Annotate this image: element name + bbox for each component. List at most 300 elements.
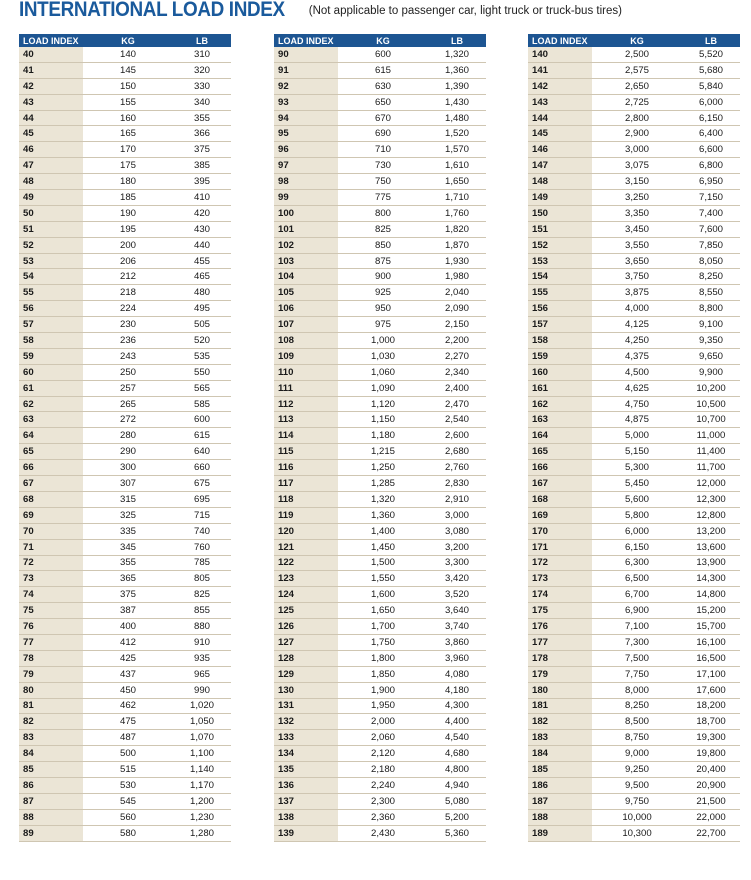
kg-cell: 5,450 (592, 476, 682, 492)
kg-cell: 2,650 (592, 78, 682, 94)
kg-cell: 3,000 (592, 142, 682, 158)
table-row (274, 476, 486, 492)
table-row (528, 523, 740, 539)
table-row (19, 762, 231, 778)
load-index-cell: 160 (528, 364, 592, 380)
load-index-cell: 115 (274, 444, 338, 460)
header-kg: KG (338, 34, 428, 47)
table-row (274, 809, 486, 825)
load-index-cell: 47 (19, 158, 83, 174)
load-index-cell: 181 (528, 698, 592, 714)
lb-cell: 495 (173, 301, 231, 317)
lb-cell: 15,200 (682, 603, 740, 619)
kg-cell: 280 (83, 428, 173, 444)
kg-cell: 5,300 (592, 460, 682, 476)
table-row (274, 507, 486, 523)
kg-cell: 4,125 (592, 317, 682, 333)
load-index-cell: 149 (528, 190, 592, 206)
kg-cell: 145 (83, 62, 173, 78)
load-index-cell: 133 (274, 730, 338, 746)
kg-cell: 1,900 (338, 682, 428, 698)
load-index-cell: 86 (19, 777, 83, 793)
kg-cell: 9,500 (592, 777, 682, 793)
table-row (528, 333, 740, 349)
load-index-cell: 79 (19, 666, 83, 682)
table-row (528, 444, 740, 460)
load-index-cell: 40 (19, 47, 83, 62)
kg-cell: 315 (83, 491, 173, 507)
table-row (19, 444, 231, 460)
kg-cell: 3,350 (592, 205, 682, 221)
lb-cell: 2,340 (428, 364, 486, 380)
load-index-cell: 114 (274, 428, 338, 444)
load-index-cell: 129 (274, 666, 338, 682)
table-row (19, 412, 231, 428)
page-title: INTERNATIONAL LOAD INDEX (19, 0, 285, 21)
kg-cell: 800 (338, 205, 428, 221)
lb-cell: 8,550 (682, 285, 740, 301)
lb-cell: 10,200 (682, 380, 740, 396)
kg-cell: 3,750 (592, 269, 682, 285)
lb-cell: 13,900 (682, 555, 740, 571)
table-row (274, 555, 486, 571)
lb-cell: 19,800 (682, 746, 740, 762)
lb-cell: 3,080 (428, 523, 486, 539)
lb-cell: 2,200 (428, 333, 486, 349)
kg-cell: 5,800 (592, 507, 682, 523)
kg-cell: 437 (83, 666, 173, 682)
load-index-cell: 43 (19, 94, 83, 110)
table-row (19, 348, 231, 364)
lb-cell: 5,520 (682, 47, 740, 62)
lb-cell: 5,200 (428, 809, 486, 825)
lb-cell: 20,400 (682, 762, 740, 778)
load-index-cell: 165 (528, 444, 592, 460)
kg-cell: 515 (83, 762, 173, 778)
load-index-cell: 108 (274, 333, 338, 349)
lb-cell: 1,170 (173, 777, 231, 793)
table-row (274, 587, 486, 603)
load-index-cell: 138 (274, 809, 338, 825)
kg-cell: 230 (83, 317, 173, 333)
load-index-cell: 80 (19, 682, 83, 698)
load-index-cell: 42 (19, 78, 83, 94)
load-index-cell: 61 (19, 380, 83, 396)
kg-cell: 3,250 (592, 190, 682, 206)
load-index-cell: 107 (274, 317, 338, 333)
table-row (274, 62, 486, 78)
lb-cell: 3,200 (428, 539, 486, 555)
kg-cell: 6,150 (592, 539, 682, 555)
lb-cell: 465 (173, 269, 231, 285)
load-index-cell: 176 (528, 619, 592, 635)
kg-cell: 670 (338, 110, 428, 126)
table-row (528, 698, 740, 714)
lb-cell: 1,980 (428, 269, 486, 285)
lb-cell: 5,360 (428, 825, 486, 841)
kg-cell: 272 (83, 412, 173, 428)
kg-cell: 218 (83, 285, 173, 301)
kg-cell: 236 (83, 333, 173, 349)
load-index-cell: 91 (274, 62, 338, 78)
kg-cell: 475 (83, 714, 173, 730)
load-index-cell: 186 (528, 777, 592, 793)
kg-cell: 1,400 (338, 523, 428, 539)
lb-cell: 12,800 (682, 507, 740, 523)
kg-cell: 975 (338, 317, 428, 333)
lb-cell: 22,700 (682, 825, 740, 841)
table-row (274, 285, 486, 301)
load-index-cell: 170 (528, 523, 592, 539)
lb-cell: 1,020 (173, 698, 231, 714)
load-index-cell: 183 (528, 730, 592, 746)
lb-cell: 1,710 (428, 190, 486, 206)
load-index-cell: 179 (528, 666, 592, 682)
kg-cell: 560 (83, 809, 173, 825)
lb-cell: 9,650 (682, 348, 740, 364)
load-index-cell: 145 (528, 126, 592, 142)
kg-cell: 1,320 (338, 491, 428, 507)
table-header-row (274, 34, 486, 47)
load-index-cell: 110 (274, 364, 338, 380)
kg-cell: 325 (83, 507, 173, 523)
load-index-cell: 140 (528, 47, 592, 62)
kg-cell: 1,120 (338, 396, 428, 412)
lb-cell: 695 (173, 491, 231, 507)
lb-cell: 4,680 (428, 746, 486, 762)
load-index-cell: 65 (19, 444, 83, 460)
table-row (274, 571, 486, 587)
kg-cell: 3,650 (592, 253, 682, 269)
table-row (274, 126, 486, 142)
load-index-cell: 67 (19, 476, 83, 492)
load-index-cell: 178 (528, 650, 592, 666)
lb-cell: 17,600 (682, 682, 740, 698)
load-index-cell: 111 (274, 380, 338, 396)
table-row (19, 317, 231, 333)
table-row (19, 428, 231, 444)
table-row (528, 571, 740, 587)
table-row (274, 762, 486, 778)
header-load-index: LOAD INDEX (274, 34, 338, 47)
table-row (19, 190, 231, 206)
lb-cell: 4,940 (428, 777, 486, 793)
table-row (528, 746, 740, 762)
load-index-cell: 78 (19, 650, 83, 666)
load-index-cell: 97 (274, 158, 338, 174)
lb-cell: 2,040 (428, 285, 486, 301)
table-row (528, 348, 740, 364)
lb-cell: 440 (173, 237, 231, 253)
kg-cell: 3,075 (592, 158, 682, 174)
kg-cell: 690 (338, 126, 428, 142)
kg-cell: 155 (83, 94, 173, 110)
kg-cell: 4,875 (592, 412, 682, 428)
table-row (19, 777, 231, 793)
lb-cell: 2,470 (428, 396, 486, 412)
load-index-cell: 88 (19, 809, 83, 825)
kg-cell: 300 (83, 460, 173, 476)
table-row (19, 380, 231, 396)
table-row (19, 571, 231, 587)
lb-cell: 1,820 (428, 221, 486, 237)
kg-cell: 257 (83, 380, 173, 396)
lb-cell: 1,430 (428, 94, 486, 110)
lb-cell: 4,080 (428, 666, 486, 682)
lb-cell: 8,050 (682, 253, 740, 269)
load-index-cell: 83 (19, 730, 83, 746)
table-row (19, 333, 231, 349)
header-load-index: LOAD INDEX (528, 34, 592, 47)
table-row (274, 47, 486, 62)
load-index-cell: 171 (528, 539, 592, 555)
load-index-cell: 169 (528, 507, 592, 523)
table-row (274, 793, 486, 809)
load-index-cell: 101 (274, 221, 338, 237)
table-row (19, 174, 231, 190)
load-index-cell: 99 (274, 190, 338, 206)
kg-cell: 7,500 (592, 650, 682, 666)
load-index-cell: 52 (19, 237, 83, 253)
kg-cell: 140 (83, 47, 173, 62)
kg-cell: 1,030 (338, 348, 428, 364)
table-row (19, 301, 231, 317)
table-row (19, 158, 231, 174)
header-kg: KG (592, 34, 682, 47)
table-row (274, 269, 486, 285)
table-row (274, 666, 486, 682)
lb-cell: 5,080 (428, 793, 486, 809)
table-row (19, 746, 231, 762)
kg-cell: 2,725 (592, 94, 682, 110)
load-index-cell: 105 (274, 285, 338, 301)
table-row (274, 539, 486, 555)
kg-cell: 7,750 (592, 666, 682, 682)
table-row (274, 460, 486, 476)
load-index-cell: 75 (19, 603, 83, 619)
lb-cell: 2,270 (428, 348, 486, 364)
kg-cell: 160 (83, 110, 173, 126)
lb-cell: 13,600 (682, 539, 740, 555)
load-index-cell: 63 (19, 412, 83, 428)
load-index-cell: 144 (528, 110, 592, 126)
kg-cell: 265 (83, 396, 173, 412)
lb-cell: 12,000 (682, 476, 740, 492)
table-row (528, 539, 740, 555)
kg-cell: 450 (83, 682, 173, 698)
table-row (19, 94, 231, 110)
lb-cell: 1,930 (428, 253, 486, 269)
lb-cell: 2,400 (428, 380, 486, 396)
load-index-cell: 158 (528, 333, 592, 349)
kg-cell: 850 (338, 237, 428, 253)
table-row (274, 333, 486, 349)
table-row (19, 491, 231, 507)
lb-cell: 740 (173, 523, 231, 539)
table-row (528, 126, 740, 142)
kg-cell: 4,375 (592, 348, 682, 364)
kg-cell: 190 (83, 205, 173, 221)
table-row (274, 94, 486, 110)
table-row (274, 634, 486, 650)
load-index-cell: 143 (528, 94, 592, 110)
kg-cell: 425 (83, 650, 173, 666)
table-row (274, 428, 486, 444)
load-index-cell: 44 (19, 110, 83, 126)
table-row (274, 237, 486, 253)
table-row (528, 47, 740, 62)
load-index-cell: 135 (274, 762, 338, 778)
load-index-cell: 177 (528, 634, 592, 650)
load-index-cell: 122 (274, 555, 338, 571)
lb-cell: 14,300 (682, 571, 740, 587)
lb-cell: 4,800 (428, 762, 486, 778)
lb-cell: 410 (173, 190, 231, 206)
kg-cell: 487 (83, 730, 173, 746)
load-index-cell: 58 (19, 333, 83, 349)
table-row (528, 555, 740, 571)
kg-cell: 4,250 (592, 333, 682, 349)
lb-cell: 3,520 (428, 587, 486, 603)
kg-cell: 500 (83, 746, 173, 762)
kg-cell: 365 (83, 571, 173, 587)
lb-cell: 660 (173, 460, 231, 476)
kg-cell: 1,250 (338, 460, 428, 476)
kg-cell: 2,430 (338, 825, 428, 841)
table-row (528, 396, 740, 412)
lb-cell: 15,700 (682, 619, 740, 635)
lb-cell: 8,800 (682, 301, 740, 317)
kg-cell: 9,000 (592, 746, 682, 762)
header-lb: LB (173, 34, 231, 47)
lb-cell: 6,800 (682, 158, 740, 174)
lb-cell: 565 (173, 380, 231, 396)
table-row (528, 364, 740, 380)
table-row (19, 682, 231, 698)
table-row (19, 587, 231, 603)
table-row (528, 793, 740, 809)
load-index-cell: 66 (19, 460, 83, 476)
load-index-cell: 126 (274, 619, 338, 635)
kg-cell: 5,000 (592, 428, 682, 444)
load-index-cell: 164 (528, 428, 592, 444)
kg-cell: 1,285 (338, 476, 428, 492)
load-index-cell: 94 (274, 110, 338, 126)
lb-cell: 11,700 (682, 460, 740, 476)
lb-cell: 18,700 (682, 714, 740, 730)
kg-cell: 1,550 (338, 571, 428, 587)
kg-cell: 307 (83, 476, 173, 492)
table-row (528, 587, 740, 603)
load-index-cell: 102 (274, 237, 338, 253)
load-index-cell: 117 (274, 476, 338, 492)
table-row (19, 221, 231, 237)
lb-cell: 480 (173, 285, 231, 301)
lb-cell: 6,150 (682, 110, 740, 126)
lb-cell: 2,090 (428, 301, 486, 317)
kg-cell: 600 (338, 47, 428, 62)
load-index-cell: 174 (528, 587, 592, 603)
kg-cell: 6,000 (592, 523, 682, 539)
table-row (274, 142, 486, 158)
table-row (274, 777, 486, 793)
kg-cell: 345 (83, 539, 173, 555)
load-index-cell: 163 (528, 412, 592, 428)
lb-cell: 16,100 (682, 634, 740, 650)
kg-cell: 2,180 (338, 762, 428, 778)
table-row (19, 47, 231, 62)
table-row (528, 809, 740, 825)
table-row (528, 380, 740, 396)
load-index-cell: 141 (528, 62, 592, 78)
load-index-cell: 150 (528, 205, 592, 221)
table-row (19, 825, 231, 841)
lb-cell: 3,420 (428, 571, 486, 587)
kg-cell: 825 (338, 221, 428, 237)
load-index-cell: 85 (19, 762, 83, 778)
table-row (19, 809, 231, 825)
lb-cell: 12,300 (682, 491, 740, 507)
table-row (274, 682, 486, 698)
lb-cell: 355 (173, 110, 231, 126)
lb-cell: 1,200 (173, 793, 231, 809)
load-index-cell: 184 (528, 746, 592, 762)
lb-cell: 19,300 (682, 730, 740, 746)
kg-cell: 900 (338, 269, 428, 285)
load-index-cell: 155 (528, 285, 592, 301)
table-row (19, 110, 231, 126)
kg-cell: 2,000 (338, 714, 428, 730)
lb-cell: 2,910 (428, 491, 486, 507)
load-index-cell: 71 (19, 539, 83, 555)
kg-cell: 387 (83, 603, 173, 619)
lb-cell: 5,680 (682, 62, 740, 78)
lb-cell: 585 (173, 396, 231, 412)
lb-cell: 9,100 (682, 317, 740, 333)
lb-cell: 505 (173, 317, 231, 333)
kg-cell: 2,575 (592, 62, 682, 78)
kg-cell: 355 (83, 555, 173, 571)
lb-cell: 3,300 (428, 555, 486, 571)
kg-cell: 5,600 (592, 491, 682, 507)
table-row (19, 78, 231, 94)
load-index-cell: 81 (19, 698, 83, 714)
table-row (274, 730, 486, 746)
lb-cell: 18,200 (682, 698, 740, 714)
load-index-cell: 98 (274, 174, 338, 190)
lb-cell: 675 (173, 476, 231, 492)
load-index-cell: 59 (19, 348, 83, 364)
load-index-cell: 84 (19, 746, 83, 762)
load-index-cell: 90 (274, 47, 338, 62)
kg-cell: 8,500 (592, 714, 682, 730)
load-index-table-2 (274, 34, 486, 842)
table-row (274, 523, 486, 539)
load-index-cell: 157 (528, 317, 592, 333)
load-index-cell: 46 (19, 142, 83, 158)
kg-cell: 1,600 (338, 587, 428, 603)
lb-cell: 7,150 (682, 190, 740, 206)
lb-cell: 3,960 (428, 650, 486, 666)
kg-cell: 2,360 (338, 809, 428, 825)
kg-cell: 9,750 (592, 793, 682, 809)
load-index-cell: 53 (19, 253, 83, 269)
lb-cell: 375 (173, 142, 231, 158)
kg-cell: 170 (83, 142, 173, 158)
table-row (19, 285, 231, 301)
kg-cell: 6,900 (592, 603, 682, 619)
kg-cell: 1,850 (338, 666, 428, 682)
